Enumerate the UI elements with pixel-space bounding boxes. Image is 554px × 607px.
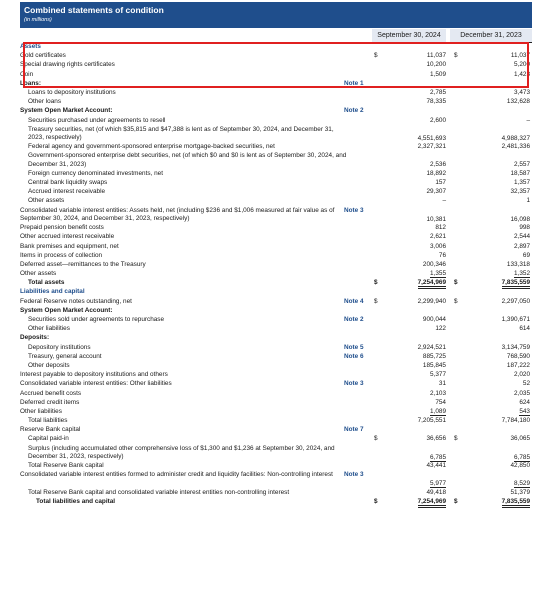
cell-value: 3,006 [430,242,446,250]
cell-value: 69 [522,251,530,259]
table-row [20,170,532,179]
row-label: Capital paid-in [28,435,69,443]
row-label: Central bank liquidity swaps [28,179,108,187]
statement-units: (in millions) [24,17,52,23]
row-label: Deposits: [20,334,50,342]
value-sep-2024 [366,380,446,387]
value-dec-2023 [450,270,530,277]
cell-value: 2,897 [514,242,530,250]
row-label: Other liabilities [20,407,62,415]
cell-value: 4,988,327 [501,134,530,142]
value-dec-2023 [450,98,530,105]
table-row [20,307,532,316]
cell-value: 7,254,969 [418,279,446,289]
cell-value: 2,035 [514,389,530,397]
value-dec-2023 [450,399,530,406]
value-sep-2024 [366,98,446,105]
value-sep-2024 [366,243,446,250]
row-label: Coin [20,70,34,78]
cell-value: 2,536 [430,161,446,169]
cell-value: 7,784,180 [501,417,530,425]
row-label: Accrued interest receivable [28,188,106,196]
value-sep-2024 [366,498,446,505]
column-header-dec-2023: December 31, 2023 [450,29,532,43]
cell-value: 31 [438,380,446,388]
value-dec-2023 [450,197,530,204]
row-label: Loans to depository institutions [28,88,116,96]
value-sep-2024 [366,216,446,223]
value-sep-2024 [366,298,446,305]
cell-value: 122 [435,325,446,333]
value-sep-2024 [366,399,446,406]
table-row [20,279,532,288]
table-row [20,344,532,353]
value-dec-2023 [450,498,530,505]
cell-value: 7,205,551 [417,417,446,425]
value-dec-2023 [450,170,530,177]
cell-value: 10,381 [426,215,446,223]
table-row [20,445,532,463]
value-sep-2024 [366,408,446,415]
value-dec-2023 [450,117,530,124]
cell-value: 185,845 [422,361,446,369]
table-row [20,107,532,116]
cell-value: 29,307 [426,188,446,196]
value-dec-2023 [450,298,530,305]
value-dec-2023 [450,316,530,323]
value-dec-2023 [450,371,530,378]
row-label: System Open Market Account: [20,107,113,115]
cell-value: 200,346 [422,260,446,268]
value-sep-2024 [366,325,446,332]
row-label: Surplus (including accumulated other comprehensive loss of $1,300 and $1,236 at September 30, 2024, and December 31, 2023, respectively) [28,444,335,461]
value-sep-2024 [366,353,446,360]
cell-value: 2,924,521 [417,343,446,351]
table-row [20,197,532,206]
cell-value: 1,390,671 [501,316,530,323]
cell-value: 2,785 [430,88,446,96]
table-row [20,126,532,144]
statement-title-bar [20,2,532,28]
cell-value: – [526,116,530,124]
cell-value: 2,544 [514,233,530,241]
value-sep-2024 [366,170,446,177]
table-row [20,233,532,242]
cell-value: 5,377 [430,371,446,379]
currency-symbol: $ [454,52,458,60]
value-sep-2024 [366,135,446,142]
table-row [20,353,532,362]
value-sep-2024 [366,161,446,168]
value-dec-2023 [450,408,530,415]
table-row [20,288,532,297]
cell-value: 2,481,336 [501,143,530,151]
row-label: Securities sold under agreements to repurchase [28,316,165,323]
row-label: Depository institutions [28,343,91,351]
table-row [20,489,532,498]
statement-title: Combined statements of condition [24,5,164,15]
value-sep-2024 [366,417,446,424]
value-dec-2023 [450,417,530,424]
value-dec-2023 [450,380,530,387]
table-row [20,435,532,444]
value-sep-2024 [366,390,446,397]
cell-value: 2,299,940 [417,297,446,305]
note-reference: Note 2 [344,107,364,115]
value-sep-2024 [366,89,446,96]
value-dec-2023 [450,279,530,286]
value-dec-2023 [450,243,530,250]
value-dec-2023 [450,179,530,186]
row-label: Gold certificates [20,52,66,60]
note-reference: Note 7 [344,426,364,434]
table-row [20,462,532,471]
cell-value: 52 [522,380,530,388]
value-dec-2023 [450,188,530,195]
value-sep-2024 [366,188,446,195]
table-row [20,334,532,343]
cell-value: 5,977 [430,480,446,488]
row-label: Foreign currency denominated investments, net [28,169,163,177]
value-sep-2024 [366,454,446,461]
cell-value: 624 [519,398,530,406]
cell-value: 7,835,559 [502,279,530,289]
row-label: Items in process of collection [20,251,103,259]
value-dec-2023 [450,489,530,496]
row-label: Government-sponsored enterprise debt securities, net (of which $0 and $0 is lent as of September 30, 2024, and December 31, 2023) [28,152,347,168]
table-row [20,143,532,152]
cell-value: 6,785 [514,453,530,461]
table-row [20,371,532,380]
table-row [20,117,532,126]
currency-symbol: $ [374,435,378,443]
row-label: Other assets [28,197,65,205]
value-sep-2024 [366,117,446,124]
row-label: Treasury, general account [28,352,102,360]
currency-symbol: $ [454,498,458,505]
row-label: Deferred credit items [20,398,80,406]
value-sep-2024 [366,233,446,240]
value-sep-2024 [366,316,446,323]
row-label: Federal Reserve notes outstanding, net [20,297,132,305]
table-row [20,399,532,408]
cell-value: 132,628 [506,98,530,106]
note-reference: Note 2 [344,316,364,323]
value-sep-2024 [366,279,446,286]
cell-value: 768,590 [506,352,530,360]
row-label: Loans: [20,79,41,87]
note-reference: Note 3 [344,471,364,479]
table-row [20,252,532,261]
table-row [20,316,532,325]
table-row [20,89,532,98]
table-row [20,390,532,399]
cell-value: 3,473 [514,88,530,96]
table-row [20,298,532,307]
cell-value: 2,557 [514,161,530,169]
row-label: Other liabilities [28,325,70,333]
cell-value: 18,892 [426,169,446,177]
value-dec-2023 [450,216,530,223]
cell-value: – [442,197,446,205]
cell-value: 11,037 [426,52,446,60]
table-row [20,426,532,435]
table-row [20,408,532,417]
row-label: Other deposits [28,361,70,369]
value-dec-2023 [450,161,530,168]
row-label: Consolidated variable interest entities formed to administer credit and liquidity facilities: Non-controlling interest [20,471,333,479]
value-sep-2024 [366,143,446,150]
row-label: Treasury securities, net (of which $35,815 and $47,388 is lent as of September 30, 2024, and December 31, 2023, respectively) [28,125,334,142]
cell-value: 812 [435,224,446,232]
value-sep-2024 [366,489,446,496]
row-label: Other loans [28,98,62,106]
note-reference: Note 6 [344,352,364,360]
cell-value: 11,037 [510,52,530,60]
cell-value: 18,587 [510,169,530,177]
value-dec-2023 [450,480,530,487]
value-dec-2023 [450,89,530,96]
cell-value: 76 [438,251,446,259]
cell-value: 1,355 [430,270,446,278]
row-label: Reserve Bank capital [20,426,81,434]
cell-value: 43,441 [426,462,446,470]
value-dec-2023 [450,325,530,332]
table-row [20,98,532,107]
row-label: Special drawing rights certificates [20,61,115,69]
cell-value: 2,103 [430,389,446,397]
cell-value: 7,835,559 [502,498,530,508]
value-sep-2024 [366,179,446,186]
table-row [20,498,532,507]
cell-value: 998 [519,224,530,232]
value-dec-2023 [450,233,530,240]
row-label: Total liabilities and capital [36,498,116,505]
cell-value: 543 [519,407,530,415]
statement-rows [20,43,532,507]
value-sep-2024 [366,224,446,231]
value-dec-2023 [450,435,530,442]
table-row [20,152,532,170]
currency-symbol: $ [454,435,458,443]
value-sep-2024 [366,362,446,369]
cell-value: 4,551,693 [417,134,446,142]
row-label: Total liabilities [28,417,68,425]
cell-value: 2,297,050 [501,297,530,305]
table-row [20,224,532,233]
value-dec-2023 [450,462,530,469]
cell-value: 1,352 [514,270,530,278]
row-label: Assets [20,43,41,50]
note-reference: Note 3 [344,206,364,214]
value-sep-2024 [366,197,446,204]
currency-symbol: $ [374,279,378,287]
row-label: Other assets [20,270,57,278]
row-label: Federal agency and government-sponsored enterprise mortgage-backed securities, net [28,143,275,151]
cell-value: 133,318 [506,260,530,268]
value-dec-2023 [450,143,530,150]
row-label: Liabilities and capital [20,288,85,296]
row-label: Securities purchased under agreements to resell [28,116,166,124]
value-dec-2023 [450,362,530,369]
value-dec-2023 [450,353,530,360]
value-dec-2023 [450,135,530,142]
row-label: Deferred asset—remittances to the Treasury [20,260,146,268]
currency-symbol: $ [374,52,378,60]
row-label: Other accrued interest receivable [20,233,115,241]
cell-value: 36,065 [510,435,530,443]
cell-value: 2,327,321 [417,143,446,151]
currency-symbol: $ [454,297,458,305]
table-row [20,270,532,279]
cell-value: 7,254,969 [418,498,446,508]
value-dec-2023 [450,261,530,268]
note-reference: Note 4 [344,297,364,305]
value-sep-2024 [366,270,446,277]
value-sep-2024 [366,252,446,259]
cell-value: 1,089 [430,407,446,415]
cell-value: 754 [435,398,446,406]
table-row [20,380,532,389]
cell-value: 3,134,759 [501,343,530,351]
table-row [20,362,532,371]
cell-value: 614 [519,325,530,333]
cell-value: 8,529 [514,480,530,488]
cell-value: 5,200 [514,61,530,69]
row-label: Total Reserve Bank capital [28,462,104,470]
cell-value: 2,600 [430,116,446,124]
value-sep-2024 [366,435,446,442]
currency-symbol: $ [374,498,378,505]
table-row [20,261,532,270]
value-dec-2023 [450,390,530,397]
table-row [20,179,532,188]
value-dec-2023 [450,454,530,461]
row-label: Total Reserve Bank capital and consolidated variable interest entities non-controlling interest [28,488,290,496]
highlight-box [23,42,529,88]
cell-value: 10,200 [426,61,446,69]
cell-value: 32,357 [510,188,530,196]
value-sep-2024 [366,261,446,268]
currency-symbol: $ [454,279,458,287]
cell-value: 900,044 [422,316,446,323]
note-reference: Note 3 [344,380,364,388]
cell-value: 49,418 [426,488,446,496]
cell-value: 187,222 [506,361,530,369]
cell-value: 885,725 [422,352,446,360]
cell-value: 1 [526,197,530,205]
table-row [20,207,532,225]
row-label: Consolidated variable interest entities: Assets held, net (including $236 and $1,006 measured at fair value as of September 30, 2024, and December 31, 2023, respectively) [20,206,335,223]
note-reference: Note 1 [344,79,364,87]
note-reference: Note 5 [344,343,364,351]
table-row [20,471,532,489]
row-label: Prepaid pension benefit costs [20,224,104,232]
cell-value: 42,850 [510,462,530,470]
cell-value: 6,785 [430,453,446,461]
table-row [20,188,532,197]
cell-value: 51,379 [510,488,530,496]
row-label: Bank premises and equipment, net [20,242,119,250]
value-dec-2023 [450,224,530,231]
row-label: Consolidated variable interest entities: Other liabilities [20,380,172,388]
table-row [20,417,532,426]
cell-value: 36,656 [426,435,446,443]
value-sep-2024 [366,344,446,351]
cell-value: 1,423 [514,70,530,78]
column-header-sep-2024: September 30, 2024 [372,29,446,43]
table-row [20,243,532,252]
value-sep-2024 [366,371,446,378]
cell-value: 1,509 [430,70,446,78]
value-sep-2024 [366,480,446,487]
value-sep-2024 [366,462,446,469]
table-row [20,325,532,334]
cell-value: 78,335 [426,98,446,106]
value-dec-2023 [450,252,530,259]
cell-value: 2,020 [514,371,530,379]
row-label: Interest payable to depository institutions and others [20,371,168,379]
cell-value: 157 [435,179,446,187]
row-label: System Open Market Account: [20,306,113,314]
row-label: Accrued benefit costs [20,389,82,397]
row-label: Total assets [28,279,65,287]
currency-symbol: $ [374,297,378,305]
cell-value: 1,357 [514,179,530,187]
value-dec-2023 [450,344,530,351]
cell-value: 2,621 [430,233,446,241]
cell-value: 16,098 [510,215,530,223]
